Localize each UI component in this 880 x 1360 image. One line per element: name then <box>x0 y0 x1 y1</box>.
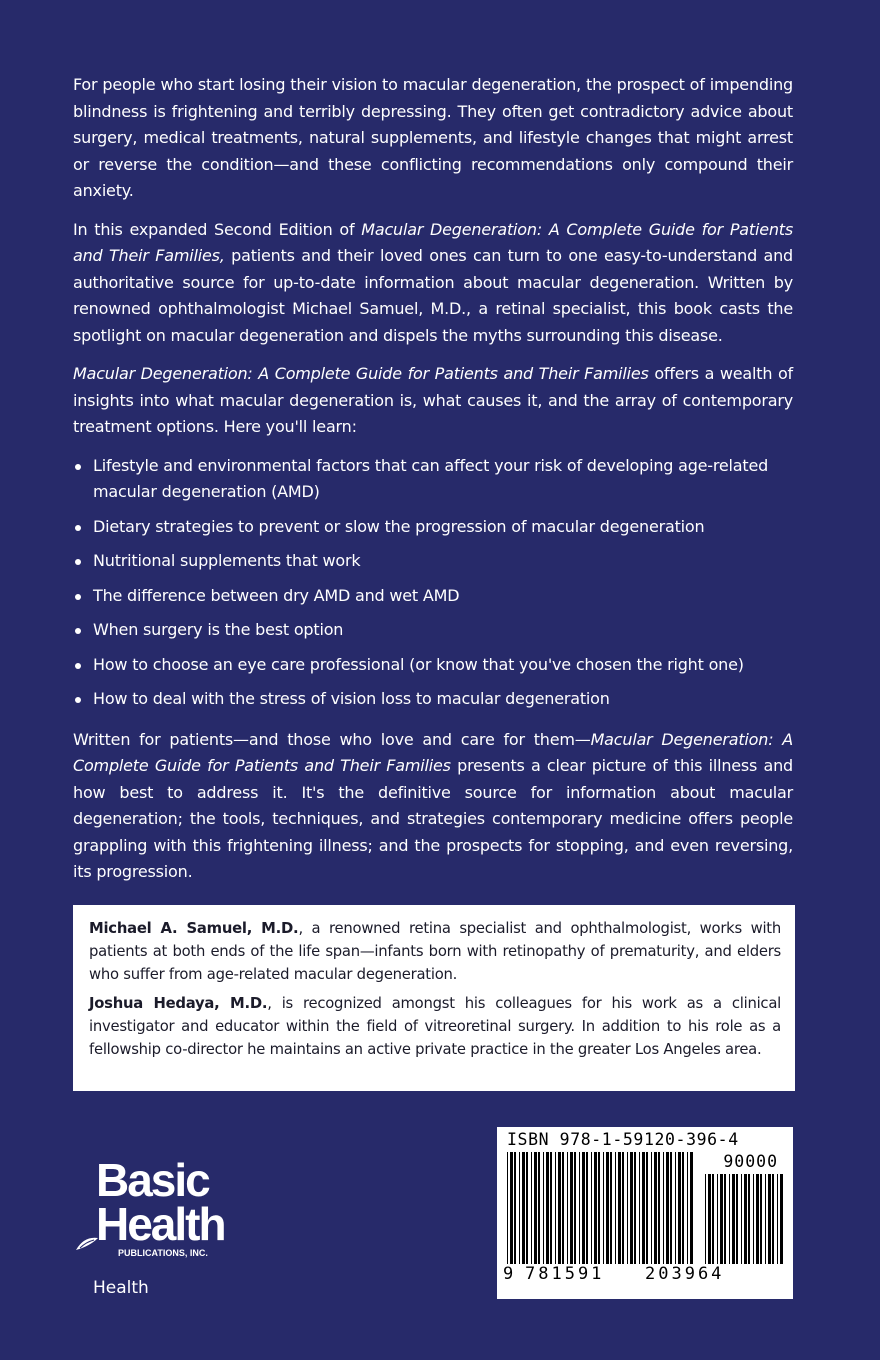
barcode-bar <box>705 1174 706 1264</box>
barcode-bar <box>748 1174 750 1264</box>
leaf-icon <box>76 1238 98 1250</box>
barcode-bar <box>562 1152 564 1264</box>
barcode-bar <box>732 1174 735 1264</box>
list-item: The difference between dry AMD and wet AMD <box>73 583 793 610</box>
blurb-p3-rest: offers a wealth of insights into what macular degeneration is, what causes it, and the array of contemporary treatment options. Here you'll learn: <box>73 364 793 436</box>
barcode-bar <box>682 1152 684 1264</box>
barcode-bar <box>724 1174 726 1264</box>
barcode-bar <box>777 1174 778 1264</box>
barcode-bar <box>654 1152 657 1264</box>
price-code: 90000 <box>723 1152 778 1171</box>
barcode-bar <box>658 1152 660 1264</box>
barcode-digit-lead: 9 <box>503 1264 514 1284</box>
blurb-p2-intro: In this expanded Second Edition of <box>73 219 362 239</box>
barcode-bar <box>543 1152 544 1264</box>
barcode-bar <box>744 1174 747 1264</box>
list-item: Nutritional supplements that work <box>73 548 793 575</box>
barcode-bar <box>772 1174 774 1264</box>
barcode-digit-group: 203964 <box>645 1264 725 1284</box>
barcode-bar <box>639 1152 640 1264</box>
barcode-bar <box>712 1174 714 1264</box>
barcode-bar <box>670 1152 672 1264</box>
barcode-bar <box>507 1152 508 1264</box>
list-item: Lifestyle and environmental factors that can affect your risk of developing age-related macular degeneration (AMD) <box>73 453 793 506</box>
blurb-p4-intro: Written for patients—and those who love and care for them— <box>73 729 591 749</box>
barcode-bar <box>555 1152 556 1264</box>
barcode-bar <box>534 1152 537 1264</box>
barcode-bar <box>579 1152 580 1264</box>
barcode-bar <box>768 1174 771 1264</box>
blurb-p4-rest: presents a clear picture of this illness and how best to address it. It's the definitive source for information about macular degeneration; the tools, techniques, and strategies contemporary medicine offers people grappling with this frightening illness; and the prospects for stopping, and even reversing, its progression. <box>73 756 793 881</box>
publisher-logo-line3: PUBLICATIONS, INC. <box>118 1248 208 1258</box>
author-bio-text: , a renowned retina specialist and ophthalmologist, works with patients at both ends of the life span—infants born with retinopathy of prematurity, and elders who suffer from age-related macular degeneration. <box>89 920 781 983</box>
list-item: How to deal with the stress of vision loss to macular degeneration <box>73 686 793 713</box>
barcode-bar <box>666 1152 669 1264</box>
barcode-bar <box>741 1174 742 1264</box>
cover-blurb <box>73 72 793 898</box>
barcode-bar <box>586 1152 588 1264</box>
barcode-bar <box>522 1152 525 1264</box>
author-bio-box <box>73 905 795 1091</box>
barcode-bar <box>675 1152 676 1264</box>
barcode-bar <box>720 1174 723 1264</box>
list-item: How to choose an eye care professional (or know that you've chosen the right one) <box>73 652 793 679</box>
barcode-bar <box>574 1152 576 1264</box>
learning-points-list <box>73 453 793 713</box>
barcode-bar <box>634 1152 636 1264</box>
blurb-paragraph-2 <box>73 217 793 350</box>
barcode-bar <box>603 1152 604 1264</box>
barcode-bar <box>570 1152 573 1264</box>
barcode-bar <box>538 1152 540 1264</box>
barcode-bar <box>591 1152 592 1264</box>
list-item: Dietary strategies to prevent or slow the progression of macular degeneration <box>73 514 793 541</box>
blurb-paragraph-3 <box>73 361 793 441</box>
category-label: Health <box>93 1278 149 1298</box>
barcode-bar <box>760 1174 762 1264</box>
barcode-bar <box>622 1152 624 1264</box>
author-name: Joshua Hedaya, M.D. <box>89 995 268 1012</box>
author-name: Michael A. Samuel, M.D. <box>89 920 299 937</box>
barcode-bar <box>618 1152 621 1264</box>
barcode-bars <box>505 1152 785 1267</box>
barcode-bar <box>663 1152 664 1264</box>
barcode-bar <box>546 1152 549 1264</box>
barcode-bar <box>646 1152 648 1264</box>
blurb-paragraph-4 <box>73 727 793 886</box>
barcode-bar <box>687 1152 688 1264</box>
blurb-p2-rest: patients and their loved ones can turn to one easy-to-understand and authoritative source for up-to-date information about macular degeneration. Written by renowned ophthalmologist Michael Samuel, M.D., a retinal specialist, this book casts the spotlight on macular degeneration and dispels the myths surrounding this disease. <box>73 246 794 345</box>
barcode-bar <box>519 1152 520 1264</box>
barcode-bar <box>610 1152 612 1264</box>
barcode-bar <box>567 1152 568 1264</box>
barcode-bar <box>651 1152 652 1264</box>
book-title-mention: Macular Degeneration: A Complete Guide for Patients and Their Families <box>73 364 649 383</box>
blurb-paragraph-1: For people who start losing their vision to macular degeneration, the prospect of impending blindness is frightening and terribly depressing. They often get contradictory advice about surgery, medical treatments, natural supplements, and lifestyle changes that might arrest or reverse the condition—and these conflicting recommendations only compound their anxiety. <box>73 75 793 200</box>
book-title-mention: Macular Degeneration: A Complete Guide for Patients and Their Families, <box>73 219 793 265</box>
barcode-bar <box>717 1174 718 1264</box>
barcode-bar <box>753 1174 754 1264</box>
barcode-bar <box>558 1152 561 1264</box>
barcode-bar <box>678 1152 681 1264</box>
barcode-bar <box>531 1152 532 1264</box>
list-item: When surgery is the best option <box>73 617 793 644</box>
barcode-bar <box>510 1152 513 1264</box>
barcode-bar <box>736 1174 738 1264</box>
barcode-bar <box>756 1174 759 1264</box>
barcode-bar <box>729 1174 730 1264</box>
book-title-mention: Macular Degeneration: A Complete Guide for Patients and Their Families <box>73 729 793 775</box>
barcode-bar <box>690 1152 693 1264</box>
barcode-bar <box>615 1152 616 1264</box>
barcode-bar <box>526 1152 528 1264</box>
publisher-logo <box>74 1150 234 1260</box>
barcode-bar <box>708 1174 711 1264</box>
publisher-logo-line2: Health <box>96 1198 225 1250</box>
isbn-barcode <box>497 1127 793 1299</box>
isbn-label: ISBN 978-1-59120-396-4 <box>507 1130 739 1149</box>
barcode-bar <box>642 1152 645 1264</box>
publisher-logo-line1: Basic <box>96 1154 209 1206</box>
barcode-bar <box>582 1152 585 1264</box>
barcode-bar <box>550 1152 552 1264</box>
barcode-bar <box>598 1152 600 1264</box>
barcode-bar <box>514 1152 516 1264</box>
barcode-bar <box>765 1174 766 1264</box>
barcode-bar <box>630 1152 633 1264</box>
author-bio <box>89 992 781 1061</box>
barcode-bar <box>606 1152 609 1264</box>
barcode-bar <box>627 1152 628 1264</box>
barcode-digits <box>503 1264 779 1284</box>
author-bio-text: , is recognized amongst his colleagues for his work as a clinical investigator and educator within the field of vitreoretinal surgery. In addition to his role as a fellowship co-director he maintains an active private practice in the greater Los Angeles area. <box>89 995 781 1058</box>
barcode-bar <box>594 1152 597 1264</box>
barcode-digit-group: 781591 <box>525 1264 605 1284</box>
barcode-bar <box>780 1174 783 1264</box>
author-bio <box>89 917 781 986</box>
